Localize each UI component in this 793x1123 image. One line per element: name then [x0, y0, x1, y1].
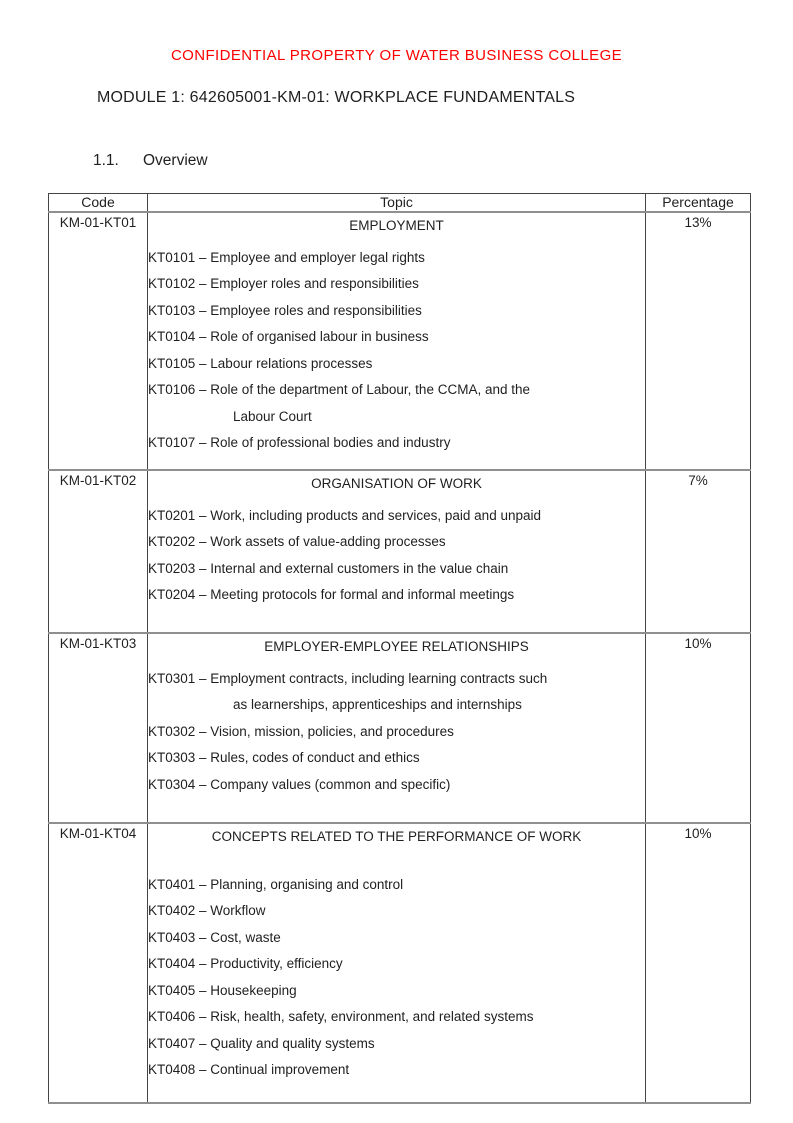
knowledge-topic: KT0401 – Planning, organising and control	[148, 876, 404, 892]
topic-title: CONCEPTS RELATED TO THE PERFORMANCE OF WORK	[211, 829, 582, 844]
topic-title: EMPLOYER-EMPLOYEE RELATIONSHIPS	[264, 639, 529, 654]
percentage-cell: 10%	[646, 823, 751, 1103]
table-row	[49, 212, 751, 470]
knowledge-topic: KT0204 – Meeting protocols for formal and informal meetings	[148, 587, 515, 602]
knowledge-topic: KT0405 – Housekeeping	[148, 982, 297, 998]
knowledge-topic: KT0304 – Company values (common and specific)	[148, 776, 451, 792]
knowledge-topic-continuation: Labour Court	[233, 408, 312, 424]
module-title: MODULE 1: 642605001-KM-01: WORKPLACE FUNDAMENTALS	[97, 89, 576, 106]
knowledge-topic: KT0301 – Employment contracts, including learning contracts such	[148, 670, 548, 686]
code-cell: KM-01-KT03	[49, 633, 148, 823]
confidential-notice: CONFIDENTIAL PROPERTY OF WATER BUSINESS COLLEGE	[170, 47, 623, 64]
column-header-topic: Topic	[148, 194, 646, 213]
table-header-row	[49, 194, 751, 213]
section-number: 1.1.	[93, 152, 119, 169]
column-header-percentage: Percentage	[646, 194, 751, 213]
knowledge-topic: KT0403 – Cost, waste	[148, 929, 281, 945]
percentage-cell: 10%	[646, 633, 751, 823]
table-row	[49, 470, 751, 633]
knowledge-topic: KT0407 – Quality and quality systems	[148, 1035, 375, 1051]
topic-cell	[148, 823, 646, 1103]
knowledge-topic: KT0202 – Work assets of value-adding processes	[148, 534, 446, 549]
code-cell: KM-01-KT04	[49, 823, 148, 1103]
section-heading	[93, 152, 208, 170]
knowledge-topic: KT0408 – Continual improvement	[148, 1062, 350, 1077]
code-cell: KM-01-KT02	[49, 470, 148, 633]
knowledge-topic-continuation: as learnerships, apprenticeships and internships	[233, 697, 522, 712]
knowledge-topic: KT0102 – Employer roles and responsibilities	[148, 276, 419, 291]
overview-table	[48, 193, 751, 1104]
percentage-cell: 13%	[646, 212, 751, 470]
knowledge-topic: KT0404 – Productivity, efficiency	[148, 956, 343, 971]
knowledge-topic: KT0107 – Role of professional bodies and industry	[148, 435, 451, 450]
knowledge-topic: KT0201 – Work, including products and services, paid and unpaid	[148, 507, 541, 523]
knowledge-topic: KT0104 – Role of organised labour in business	[148, 329, 429, 344]
table-row	[49, 823, 751, 1103]
table-row	[49, 633, 751, 823]
knowledge-topic: KT0103 – Employee roles and responsibilities	[148, 302, 422, 318]
knowledge-topic: KT0203 – Internal and external customers in the value chain	[148, 560, 509, 576]
knowledge-topic: KT0105 – Labour relations processes	[148, 355, 373, 371]
knowledge-topic: KT0101 – Employee and employer legal rights	[148, 249, 425, 265]
topic-cell	[148, 212, 646, 470]
knowledge-topic: KT0303 – Rules, codes of conduct and ethics	[148, 750, 420, 765]
knowledge-topic: KT0402 – Workflow	[148, 903, 266, 918]
topic-title: ORGANISATION OF WORK	[311, 476, 482, 491]
knowledge-topic: KT0302 – Vision, mission, policies, and procedures	[148, 723, 454, 739]
knowledge-topic: KT0106 – Role of the department of Labour, the CCMA, and the	[148, 382, 530, 397]
section-title: Overview	[143, 152, 208, 169]
topic-cell	[148, 470, 646, 633]
percentage-cell: 7%	[646, 470, 751, 633]
column-header-code: Code	[49, 194, 148, 213]
knowledge-topic: KT0406 – Risk, health, safety, environment, and related systems	[148, 1009, 534, 1024]
code-cell: KM-01-KT01	[49, 212, 148, 470]
topic-cell	[148, 633, 646, 823]
topic-title: EMPLOYMENT	[349, 218, 444, 233]
